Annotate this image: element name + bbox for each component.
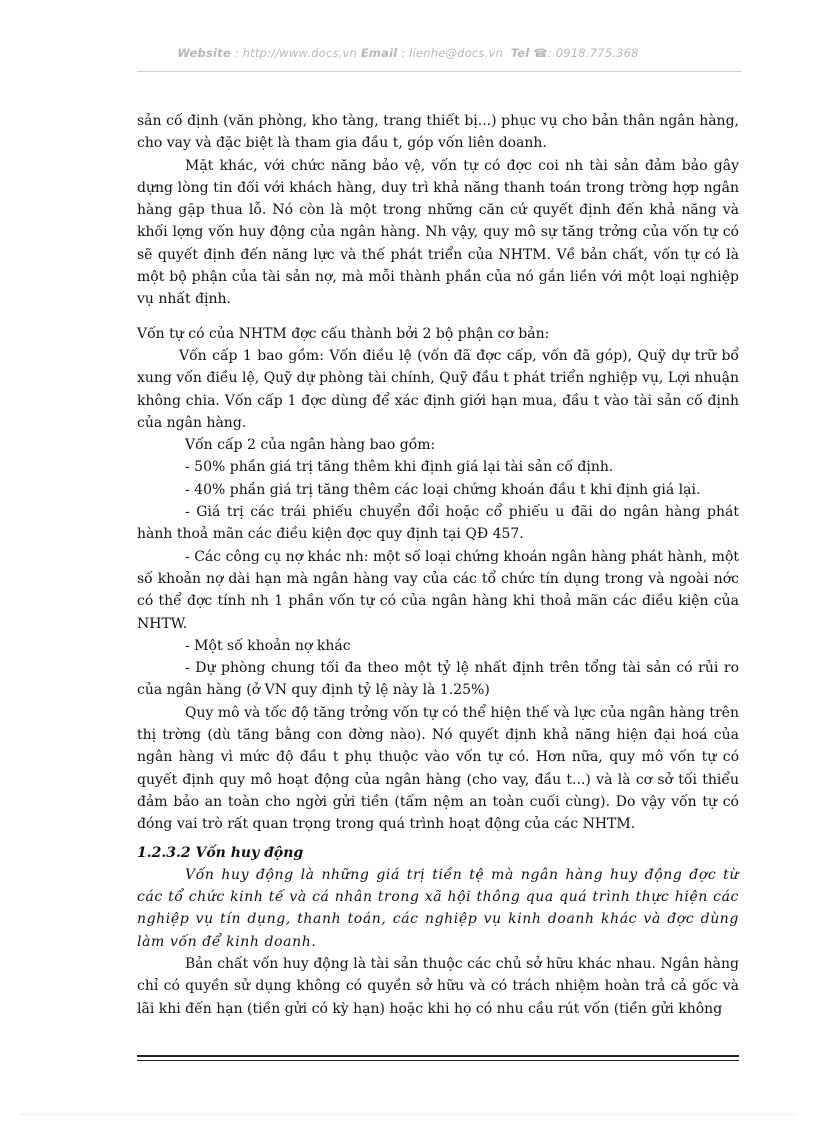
phone-icon: ☎ xyxy=(533,46,548,60)
website-label: Website xyxy=(177,46,231,60)
paragraph-nature: Bản chất vốn huy động là tài sản thuộc các chủ sở hữu khác nhau. Ngân hàng chỉ có quyền sử dụng không có quyền sở hữu và có trách nhiệm hoàn trả cả gốc và lãi khi đến hạn (tiền gửi có kỳ hạn) hoặc khi họ có nhu cầu rút vốn (tiền gửi không xyxy=(137,955,739,1017)
list-item: - Các công cụ nợ khác nh: một số loại chứng khoán ngân hàng phát hành, một số khoản nợ dài hạn mà ngân hàng vay của các tổ chức tín dụng trong và ngoài nớc có thể đợc tính nh 1 phần vốn tự có của ngân hàng khi thoả mãn các điều kiện của NHTW. xyxy=(137,548,739,632)
paragraph-tier1: Vốn cấp 1 bao gồm: Vốn điều lệ (vốn đã đợc cấp, vốn đã góp), Quỹ dự trữ bổ xung vốn điều lệ, Quỹ dự phòng tài chính, Quỹ đầu t phát triển nghiệp vụ, Lợi nhuận không chia. Vốn cấp 1 đợc dùng để xác định giới hạn mua, đầu t vào tài sản cố định của ngân hàng. xyxy=(137,347,739,431)
page-bottom-border xyxy=(20,1114,796,1115)
website-url[interactable]: http://www.docs.vn xyxy=(242,46,358,60)
email-address[interactable]: lienhe@docs.vn xyxy=(409,46,503,60)
list-item: - 50% phần giá trị tăng thêm khi định giá lại tài sản cố định. xyxy=(185,459,614,476)
paragraph-assets: sản cố định (văn phòng, kho tàng, trang thiết bị...) phục vụ cho bản thân ngân hàng, cho vay và đặc biệt là tham gia đầu t, góp vốn liên doanh. xyxy=(137,113,739,152)
paragraph-definition: Vốn huy động là những giá trị tiền tệ mà ngân hàng huy động đợc từ các tổ chức kinh tế và cá nhân trong xã hội thông qua quá trình thực hiện các nghiệp vụ tín dụng, thanh toán, các nghiệp vụ kinh doanh khác và đợc dùng làm vốn để kinh doanh. xyxy=(137,866,739,950)
list-item: - Dự phòng chung tối đa theo một tỷ lệ nhất định trên tổng tài sản có rủi ro của ngân hàng (ở VN quy định tỷ lệ này là 1.25%) xyxy=(137,660,739,699)
paragraph-tier2-intro: Vốn cấp 2 của ngân hàng bao gồm: xyxy=(185,437,436,454)
list-item: - Một số khoản nợ khác xyxy=(185,637,351,654)
website-separator: : xyxy=(230,46,243,60)
email-label: Email xyxy=(360,46,398,60)
document-body xyxy=(137,110,739,1020)
section-heading: 1.2.3.2 Vốn huy động xyxy=(137,844,304,861)
footer-divider-thin xyxy=(137,1060,739,1061)
page-header xyxy=(0,46,816,60)
paragraph-capital-composition: Vốn tự có của NHTM đợc cấu thành bởi 2 bộ phận cơ bản: xyxy=(137,325,550,342)
footer-divider-thick xyxy=(137,1055,739,1057)
paragraph-scale: Quy mô và tốc độ tăng trởng vốn tự có thể hiện thế và lực của ngân hàng trên thị trờng (dù tăng bằng con đờng nào). Nó quyết định khả năng hiện đại hoá của ngân hàng vì mức độ đầu t phụ thuộc vào vốn tự có. Hơn nữa, quy mô vốn tự có quyết định quy mô hoạt động của ngân hàng (cho vay, đầu t...) và là cơ sở tối thiểu đảm bảo an toàn cho ngời gửi tiền (tấm nệm an toàn cuối cùng). Do vậy vốn tự có đóng vai trò rất quan trọng trong quá trình hoạt động của các NHTM. xyxy=(137,704,739,833)
header-divider xyxy=(137,71,742,72)
email-separator: : xyxy=(397,46,410,60)
tel-number: : 0918.775.368 xyxy=(547,46,639,60)
list-item: - 40% phần giá trị tăng thêm các loại chứng khoán đầu t khi định giá lại. xyxy=(185,481,701,498)
list-item: - Giá trị các trái phiếu chuyển đổi hoặc cổ phiếu u đãi do ngân hàng phát hành thoả mãn các điều kiện đợc quy định tại QĐ 457. xyxy=(137,504,739,543)
tel-label: Tel xyxy=(510,46,530,60)
paragraph-protection: Mặt khác, với chức năng bảo vệ, vốn tự có đợc coi nh tài sản đảm bảo gây dựng lòng tin đối với khách hàng, duy trì khả năng thanh toán trong trờng hợp ngân hàng gặp thua lỗ. Nó còn là một trong những căn cứ quyết định đến khả năng và khối lợng vốn huy động của ngân hàng. Nh vậy, quy mô sự tăng trởng của vốn tự có sẽ quyết định đến năng lực và thế phát triển của NHTM. Về bản chất, vốn tự có là một bộ phận của tài sản nợ, mà mỗi thành phần của nó gắn liền với một loại nghiệp vụ nhất định. xyxy=(137,157,739,308)
